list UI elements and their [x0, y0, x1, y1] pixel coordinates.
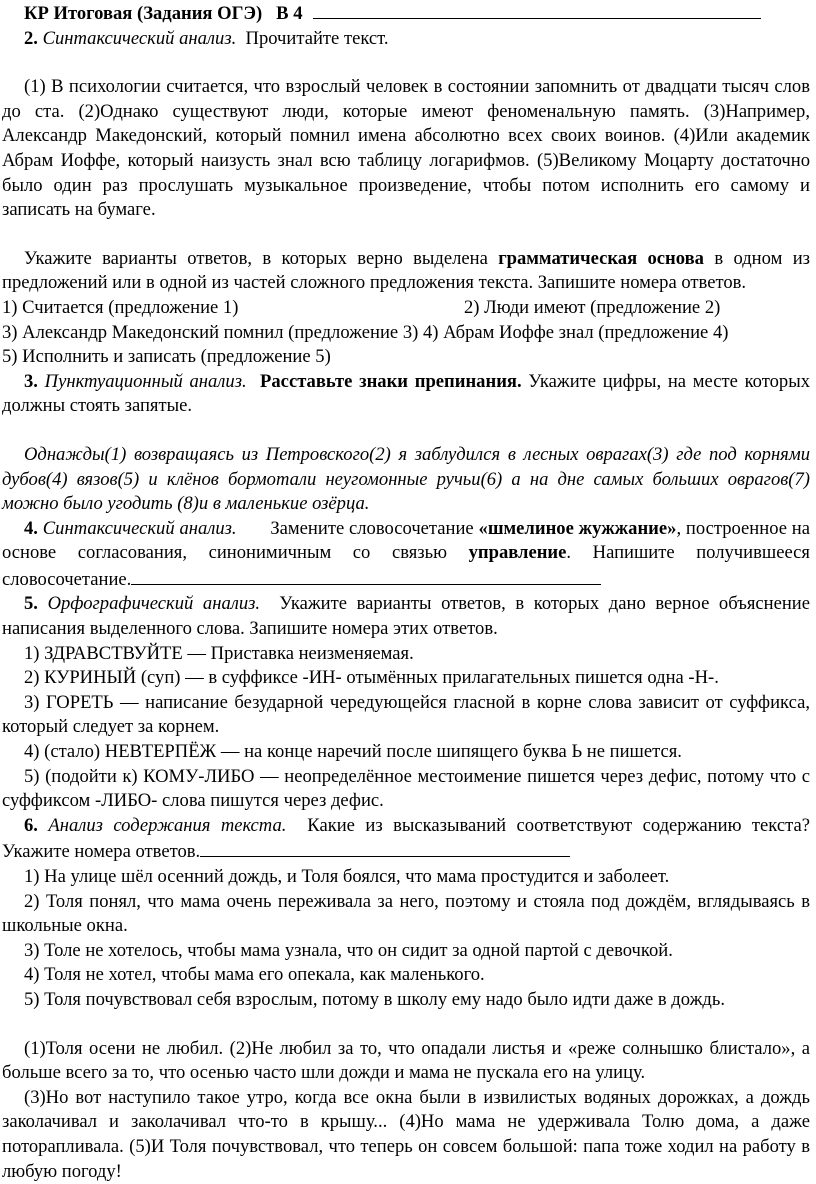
task2-question-pre: Укажите варианты ответов, в которых верно выделена: [24, 247, 499, 269]
task4-type: Синтаксический анализ.: [42, 517, 237, 539]
task6-answer-line[interactable]: [200, 838, 570, 857]
task2-option-4: 4) Абрам Иоффе знал (предложение 4): [422, 321, 729, 343]
task2-option-5: 5) Исполнить и записать (предложение 5): [2, 346, 331, 368]
task4: [2, 517, 810, 593]
page-header: [24, 0, 810, 27]
task6-option-5: 5) Толя почувствовал себя взрослым, потому в школу ему надо было идти даже в дождь.: [24, 988, 726, 1010]
story-paragraph-1: (1)Толя осени не любил. (2)Не любил за то, что опадали листья и «реже солнышко блистало», а больше всего за то, что осенью часто шли дожди и мама не пускала его на улицу.: [2, 1037, 810, 1084]
task2-option-3: 3) Александр Македонский помнил (предложение 3): [2, 321, 419, 343]
name-blank-line[interactable]: [313, 0, 761, 19]
task2-options-row2: [2, 321, 810, 346]
task5-option-1: 1) ЗДРАВСТВУЙТЕ — Приставка неизменяемая.: [24, 642, 414, 664]
task4-mid: , построенное на основе согласования, синонимичным со связью: [2, 517, 810, 564]
task4-answer-line[interactable]: [131, 566, 601, 585]
task4-phrase: «шмелиное жужжание»: [478, 517, 677, 539]
story-paragraph-2: (3)Но вот наступило такое утро, когда все окна были в извилистых водяных дорожках, а дождь заколачивал и заколачивал что-то в крышу... (4)Но мама не удерживала Толю дома, а даже поторапливала. (5)И Толя почувствовал, что теперь он совсем большой: папа тоже ходил на работу в любую погоду!: [2, 1086, 810, 1182]
task6-option-1: 1) На улице шёл осенний дождь, и Толя боялся, что мама простудится и заболеет.: [24, 866, 670, 887]
task6-heading: [2, 814, 810, 865]
task2-question: [2, 247, 810, 296]
task3-text: [2, 443, 810, 517]
task3-instruction: Укажите цифры, на месте которых должны стоять запятые.: [2, 370, 810, 417]
task3-instruction-bold: Расставьте знаки препинания.: [260, 370, 522, 392]
task3-type: Пунктуационный анализ.: [44, 370, 247, 392]
task6-option-3: 3) Толе не хотелось, чтобы мама узнала, что он сидит за одной партой с девочкой.: [24, 939, 673, 961]
task4-post: . Напишите получившееся словосочетание.: [2, 542, 810, 590]
task5-option-2: 2) КУРИНЫЙ (суп) — в суффиксе -ИН- отымённых прилагательных пишется одна -Н-.: [24, 667, 719, 689]
task2-instruction: Прочитайте текст.: [245, 27, 389, 49]
task5-option-3: 3) ГОРЕТЬ — написание безударной чередующейся гласной в корне слова зависит от суффикса, который следует за корнем.: [2, 691, 810, 738]
task5-number: 5.: [24, 593, 38, 615]
task4-relation: управление: [468, 542, 567, 564]
task2-text: (1) В психологии считается, что взрослый человек в состоянии запомнить от двадцати тысяч слов до ста. (2)Однако существуют люди, которые имеют феноменальную память. (3)Например, Александр Македонский, который помнил имена абсолютно всех своих воинов. (4)Или академик Абрам Иоффе, который наизусть знал всю таблицу логарифмов. (5)Великому Моцарту достаточно было один раз прослушать музыкальное произведение, чтобы потом исполнить его самому и записать на бумаге.: [2, 76, 810, 221]
task2-options-row1: [2, 296, 810, 321]
task5-option-5: 5) (подойти к) КОМУ-ЛИБО — неопределённое местоимение пишется через дефис, потому что с суффиксом -ЛИБО- слова пишутся через дефис.: [2, 765, 810, 812]
task2-type: Синтаксический анализ.: [42, 27, 237, 49]
task6-option-2: 2) Толя понял, что мама очень переживала за него, поэтому и стояла под дождём, вглядываясь в школьные окна.: [2, 890, 810, 937]
task4-number: 4.: [24, 517, 38, 539]
task2-question-bold: грамматическая основа: [498, 247, 704, 269]
task5-instruction: Укажите варианты ответов, в которых дано верное объяснение написания выделенного слова. Запишите номера этих ответов.: [2, 593, 811, 640]
task6-instruction: Какие из высказываний соответствуют содержанию текста? Укажите номера ответов.: [2, 814, 810, 863]
task6-number: 6.: [24, 814, 38, 836]
task2-option-1: 1) Считается (предложение 1): [2, 296, 239, 318]
task5-type: Орфографический анализ.: [47, 593, 261, 615]
task2-question-post: в одном из предложений или в одной из частей сложного предложения текста. Запишите номера ответов.: [2, 247, 810, 294]
page-title: КР Итоговая (Задания ОГЭ) В 4: [24, 3, 303, 24]
task4-pre: Замените словосочетание: [270, 517, 479, 539]
task3-number: 3.: [24, 370, 38, 392]
task2-option-2: 2) Люди имеют (предложение 2): [464, 296, 721, 318]
task5-option-4: 4) (стало) НЕВТЕРПЁЖ — на конце наречий после шипящего буква Ь не пишется.: [24, 741, 682, 763]
task6-type: Анализ содержания текста.: [48, 814, 287, 836]
task3-heading: [2, 370, 810, 419]
task2-number: 2.: [24, 27, 38, 49]
task5-heading: [2, 592, 810, 641]
task2-heading: [2, 27, 810, 52]
task3-text-italic: Однажды(1) возвращаясь из Петровского(2) я заблудился в лесных оврагах(3) где под корнями дубов(4) вязов(5) и клёнов бормотали неугомонные ручьи(6) а на дне самых больших оврагов(7) можно было угодить (8)и в маленькие озёрца.: [2, 443, 810, 515]
task6-option-4: 4) Толя не хотел, чтобы мама его опекала, как маленького.: [24, 964, 485, 986]
